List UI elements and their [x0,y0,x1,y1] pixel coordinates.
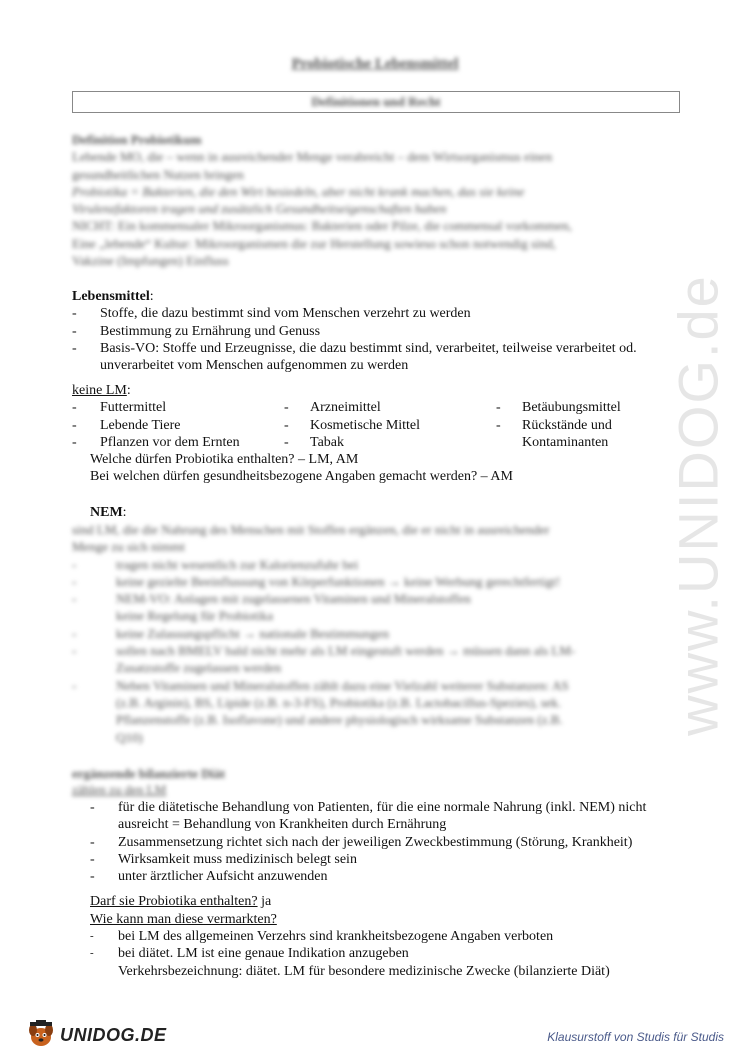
lebensmittel-heading: Lebensmittel [72,289,150,304]
nem-line: Menge zu sich nimmt [72,539,186,555]
definition-italic-line: Virulenzfaktoren tragen und zusätzlich Gesundheitseigenschaften haben [72,201,447,217]
keine-lm-heading: keine LM [72,383,127,398]
list-item: - Bestimmung zu Ernährung und Genuss [72,323,682,340]
lebensmittel-section [72,288,682,374]
diaet-question: Darf sie Probiotika enthalten? [90,894,258,910]
nem-line: sind LM, die die Nahrung des Menschen mit Stoffen ergänzen, die er nicht in ausreichender [72,522,550,537]
diaet-subheading: zählen zu den LM [72,782,167,797]
list-item: - keine gezielte Beeinflussung von Körperfunktionen → keine Werbung gerechtfertigt! [72,573,682,590]
keine-lm-section [72,382,682,486]
list-item: - Wirksamkeit muss medizinisch belegt sein [90,851,680,868]
keine-lm-item: Arzneimittel [310,400,381,416]
definition-tail-line: NICHT: Ein kommensaler Mikroorganismus: Bakterien oder Pilze, die commensal vorkommen, [72,218,572,234]
footer-logo-text: UNIDOG.DE [60,1024,167,1045]
definition-tail-line: Eine „lebende“ Kultur: Mikroorganismen die zur Herstellung sowieso schon notwendig sind, [72,235,556,251]
keine-lm-item: Betäubungsmittel [522,400,621,416]
list-item: - tragen nicht wesentlich zur Kalorienzufuhr bei [72,556,682,573]
keine-lm-row: - Lebende Tiere - Kosmetische Mittel - Rückstände und [72,417,612,433]
nem-body [72,521,682,746]
keine-lm-row: - Pflanzen vor dem Ernten - Tabak Kontaminanten [72,434,609,450]
keine-lm-item: Kontaminanten [522,434,609,450]
diaet-heading: ergänzende bilanzierte Diät [72,766,226,781]
diaet-answer: ja [257,894,272,910]
nem-heading: NEM [90,505,123,520]
definition-italic-line: Probiotika = Bakterien, die den Wirt besiedeln, aber nicht krank machen, das sie keine [72,183,525,199]
footer-logo[interactable] [26,1018,167,1052]
list-item: - Zusammensetzung richtet sich nach der jeweiligen Zweckbestimmung (Störung, Krankheit) [90,834,680,851]
keine-lm-item: Rückstände und [522,417,612,433]
diaet-question: Wie kann man diese vermarkten? [90,911,277,927]
diaet-market-tail: Verkehrsbezeichnung: diätet. LM für besondere medizinische Zwecke (bilanzierte Diät) [118,963,610,979]
list-item: - keine Zulassungspflicht → nationale Bestimmungen [72,625,682,642]
diaet-heading-block [72,766,682,798]
list-item: - bei LM des allgemeinen Verzehrs sind krankheitsbezogene Angaben verboten [90,928,680,945]
keine-lm-question: Welche dürfen Probiotika enthalten? – LM, AM [90,452,359,468]
keine-lm-item: Futtermittel [100,400,167,416]
definition-block [72,131,682,269]
definition-heading: Definition Probiotikum [72,132,202,147]
section-box [72,91,680,113]
list-item: - Neben Vitaminen und Mineralstoffen zählt dazu eine Vielzahl weiterer Substanzen: AS [72,677,682,694]
section-box-label: Definitionen und Recht [311,94,441,109]
nem-line: Zusatzstoffe zugelassen werden [116,660,282,676]
definition-tail-line: Vakzine (Impfungen) Einfluss [72,253,229,269]
nem-line: (z.B. Arginin), BS, Lipide (z.B. n-3-FS), Probiotika (z.B. Lactobacillus-Spezies), sek. [116,694,562,710]
keine-lm-item: Pflanzen vor dem Ernten [100,434,240,450]
list-item: - NEM-VO: Anlagen mit zugelassenen Vitaminen und Mineralstoffen [72,590,682,607]
keine-lm-item: Kosmetische Mittel [310,417,421,433]
nem-line: Pflanzenstoffe (z.B. Isoflavone) und andere physiologisch wirksame Substanzen (z.B. [116,712,563,728]
nem-section [90,504,680,521]
keine-lm-colon: : [126,383,131,398]
keine-lm-item: Lebende Tiere [100,417,181,433]
lebensmittel-colon: : [149,289,154,304]
list-item: - sollen nach BMELV bald nicht mehr als LM eingestuft werden → müssen dann als LM- [72,642,682,659]
definition-line: gesundheitlichen Nutzen bringen [72,166,244,182]
footer-tagline: Klausurstoff von Studis für Studis [547,1030,724,1044]
list-item: - bei diätet. LM ist eine genaue Indikation anzugeben [90,945,680,962]
dog-mascot-icon [26,1020,56,1050]
definition-line: Lebende MO, die – wenn in ausreichender Menge verabreicht – dem Wirtsorganismus einen [72,149,553,165]
page-title: Probiotische Lebensmittel [291,56,459,72]
nem-colon: : [122,505,127,520]
keine-lm-question: Bei welchen dürfen gesundheitsbezogene Angaben gemacht werden? – AM [90,469,513,485]
watermark-text: www.UNIDOG.de [666,274,730,736]
keine-lm-item: Tabak [310,434,345,450]
list-item: - für die diätetische Behandlung von Patienten, für die eine normale Nahrung (inkl. NEM) nicht ausreicht = Behandlung von Krankheiten durch Ernährung [90,799,680,834]
diaet-section [90,799,680,980]
nem-line: Q10) [116,729,143,745]
nem-line: keine Regelung für Probiotika [116,608,274,624]
keine-lm-row: - Futtermittel - Arzneimittel - Betäubungsmittel [72,400,621,416]
list-item: - Stoffe, die dazu bestimmt sind vom Menschen verzehrt zu werden [72,305,682,322]
list-item: - Basis-VO: Stoffe und Erzeugnisse, die dazu bestimmt sind, verarbeitet, teilweise verarbeitet od. unverarbeitet vom Menschen aufgenommen zu werden [72,340,682,375]
list-item: - unter ärztlicher Aufsicht anzuwenden [90,868,680,885]
